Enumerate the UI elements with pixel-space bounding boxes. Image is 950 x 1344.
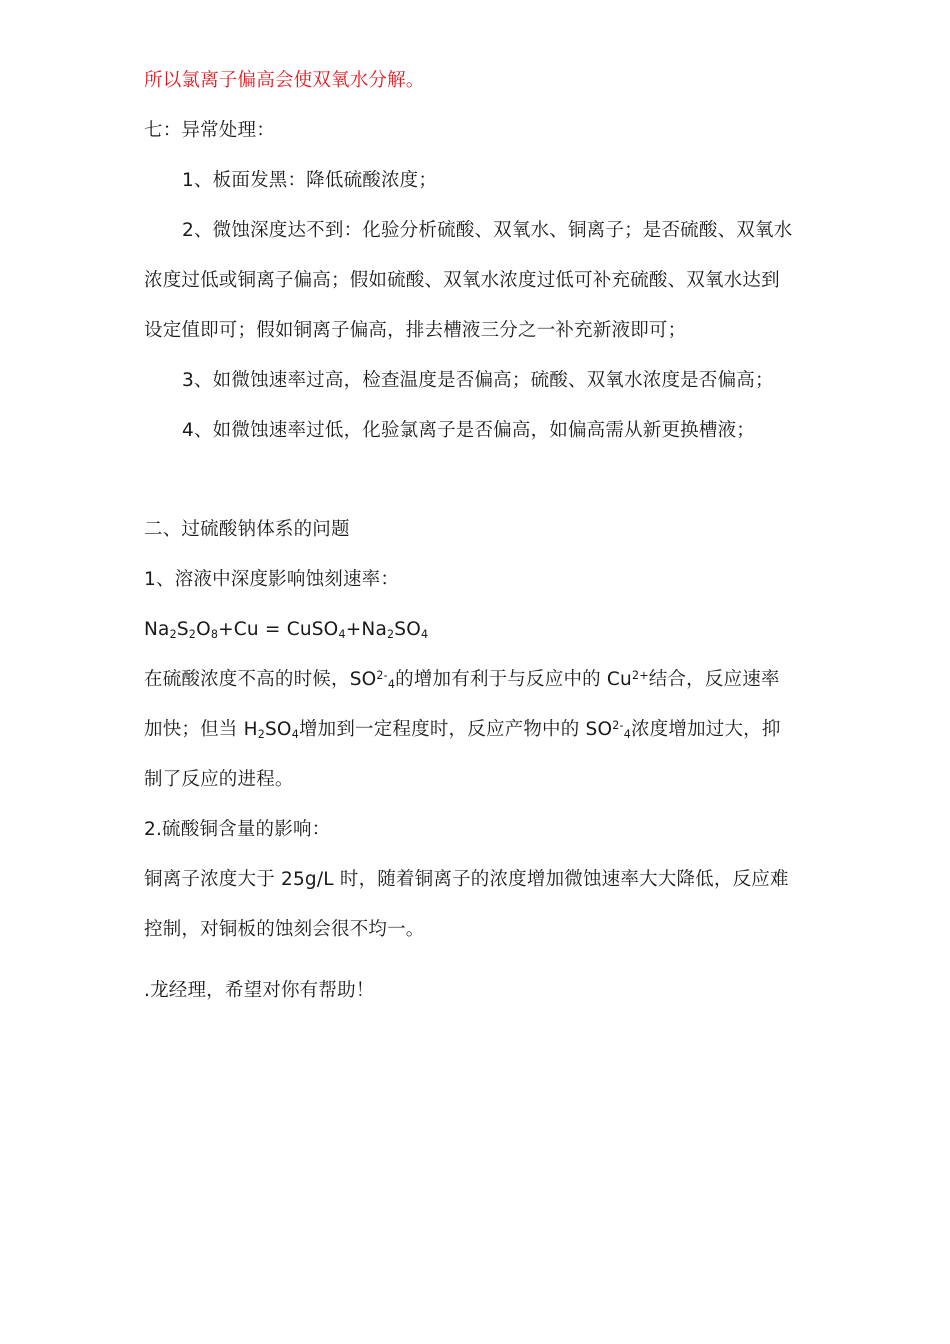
paragraph-sulfate-line-2: 加快；但当 $H_2SO_4$增加到一定程度时，反应产物中的 $SO^{2-}_4$浓度增加过大，抑 [144,718,781,742]
s7-item-3: 3、如微蚀速率过高，检查温度是否偏高；硫酸、双氧水浓度是否偏高； [182,370,774,391]
reaction-equation: $Na_2S_2O_8+Cu$ = $CuSO_4+Na_2SO_4$ [144,619,429,642]
section-2-heading: 二、过硫酸钠体系的问题 [144,519,350,540]
paragraph-sulfate-line-3: 制了反应的进程。 [144,769,294,790]
s7-item-1: 1、板面发黑：降低硫酸浓度； [182,170,438,191]
paragraph-copper-line-2: 控制，对铜板的蚀刻会很不均一。 [144,919,425,940]
paragraph-copper-line-1: 铜离子浓度大于 25g/L 时，随着铜离子的浓度增加微蚀速率大大降低，反应难 [144,869,789,890]
s7-item-4: 4、如微蚀速率过低，化验氯离子是否偏高，如偏高需从新更换槽液； [182,420,755,441]
subsection-2-heading: 2.硫酸铜含量的影响： [144,819,331,840]
closing-note: .龙经理，希望对你有帮助！ [144,980,375,1001]
s7-item-2-line-2: 浓度过低或铜离子偏高；假如硫酸、双氧水浓度过低可补充硫酸、双氧水达到 [144,270,780,291]
s7-item-2-line-3: 设定值即可；假如铜离子偏高，排去槽液三分之一补充新液即可； [144,320,687,341]
chloride-note: 所以氯离子偏高会使双氧水分解。 [144,70,425,91]
subsection-1-heading: 1、溶液中深度影响蚀刻速率： [144,569,400,590]
section-7-heading: 七：异常处理： [144,120,275,141]
paragraph-sulfate-line-1: 在硫酸浓度不高的时候，$SO^{2-}_4$的增加有利于与反应中的 $Cu^{2+}$结合，反应速率 [144,668,780,692]
s7-item-2-line-1: 2、微蚀深度达不到：化验分析硫酸、双氧水、铜离子；是否硫酸、双氧水 [182,220,793,241]
